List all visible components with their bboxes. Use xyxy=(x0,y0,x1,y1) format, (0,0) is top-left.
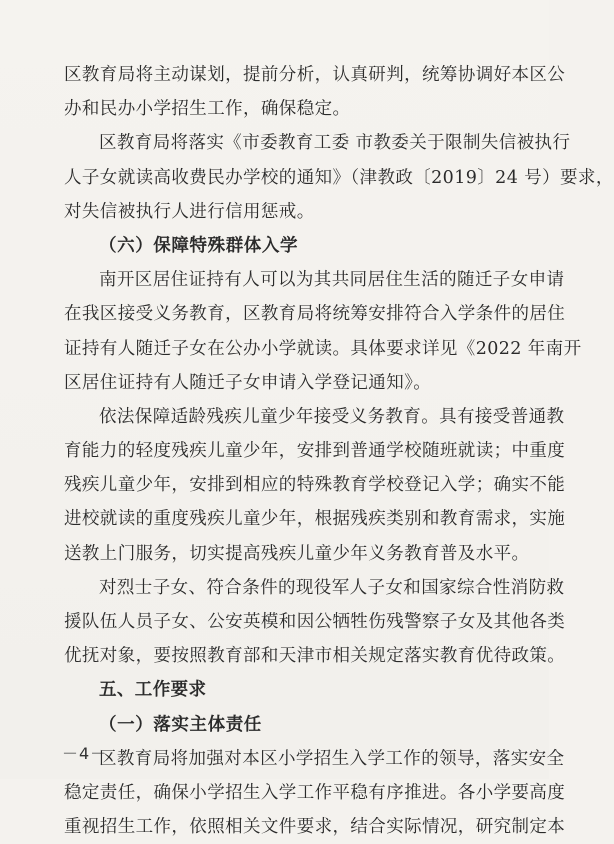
text-line: 区教育局将落实《市委教育工委 市教委关于限制失信被执行 xyxy=(99,133,571,154)
text-line: 人子女就读高收费民办学校的通知》（津教政〔2019〕24 号）要求， xyxy=(64,167,614,188)
text-line: 在我区接受义务教育，区教育局将统筹安排符合入学条件的居住 xyxy=(64,304,566,325)
text-line: 对烈士子女、符合条件的现役军人子女和国家综合性消防救 xyxy=(99,577,565,598)
text-line: 依法保障适龄残疾儿童少年接受义务教育。具有接受普通教 xyxy=(99,406,565,427)
text-line: 送教上门服务，切实提高残疾儿童少年义务教育普及水平。 xyxy=(64,543,530,564)
text-line: 办和民办小学招生工作，确保稳定。 xyxy=(64,99,351,120)
section-heading: 五、工作要求 xyxy=(99,680,207,701)
text-line: 区教育局将主动谋划，提前分析，认真研判，统筹协调好本区公 xyxy=(64,65,566,85)
text-line: 进校就读的重度残疾儿童少年，根据残疾类别和教育需求，实施 xyxy=(64,509,566,530)
section-subheading: （一）落实主体责任 xyxy=(99,714,262,735)
section-subheading: （六）保障特殊群体入学 xyxy=(99,235,299,256)
text-line: 重视招生工作，依照相关文件要求，结合实际情况，研究制定本 xyxy=(64,817,566,838)
text-line: 援队伍人员子女、公安英模和因公牺牲伤残警察子女及其他各类 xyxy=(64,612,566,632)
text-line: 育能力的轻度残疾儿童少年，安排到普通学校随班就读；中重度 xyxy=(64,441,566,462)
text-line: 优抚对象，要按照教育部和天津市相关规定落实教育优待政策。 xyxy=(64,646,566,667)
text-line: 残疾儿童少年，安排到相应的特殊教育学校登记入学；确实不能 xyxy=(64,475,566,496)
text-line: 区教育局将加强对本区小学招生入学工作的领导，落实安全 xyxy=(99,748,565,769)
text-line: 稳定责任，确保小学招生入学工作平稳有序推进。各小学要高度 xyxy=(64,782,566,803)
document-body xyxy=(64,58,614,844)
text-line: 区居住证持有人随迁子女申请入学登记通知》。 xyxy=(64,372,432,393)
page-number: －4－ xyxy=(62,744,108,763)
text-line: 南开区居住证持有人可以为其共同居住生活的随迁子女申请 xyxy=(99,270,565,291)
text-line: 证持有人随迁子女在公办小学就读。具体要求详见《2022 年南开 xyxy=(64,338,582,359)
text-line: 对失信被执行人进行信用惩戒。 xyxy=(64,201,315,222)
